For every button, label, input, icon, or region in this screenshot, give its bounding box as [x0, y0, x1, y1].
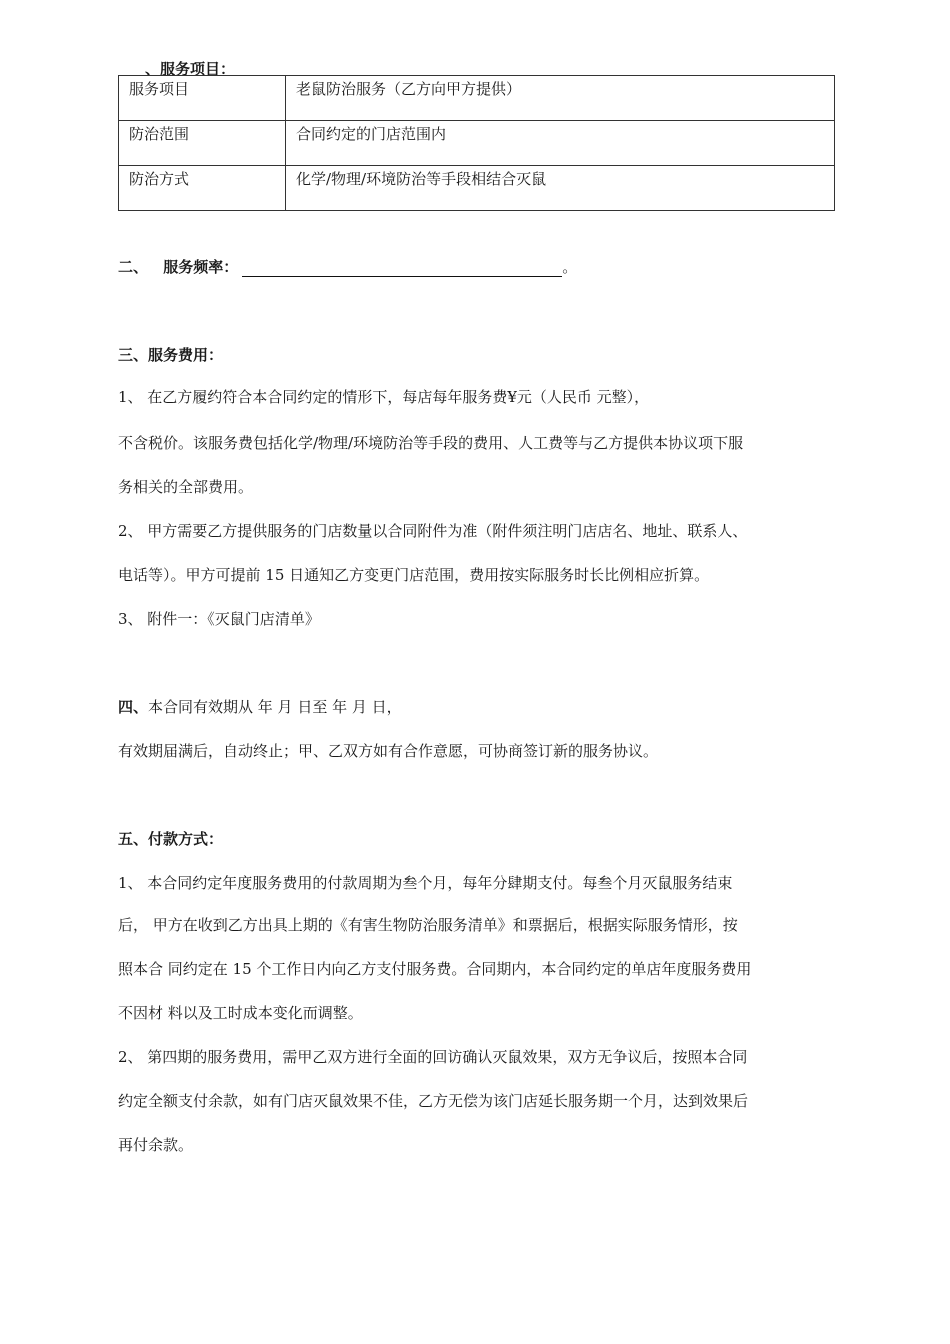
section4-title: 四、 [118, 698, 149, 716]
section4-line: 有效期届满后，自动终止；甲、乙双方如有合作意愿，可协商签订新的服务协议。 [118, 742, 659, 760]
section5-line: 1、 本合同约定年度服务费用的付款周期为叁个月，每年分肆期支付。每叁个月灭鼠服务结束 [118, 874, 733, 892]
section5-line: 再付余款。 [118, 1136, 194, 1154]
section1-title: 、服务项目： [145, 60, 236, 78]
section2-title: 服务频率： [163, 258, 239, 276]
frequency-blank [242, 260, 562, 277]
section4-heading [118, 696, 402, 717]
section5-line: 照本合 同约定在 15 个工作日内向乙方支付服务费。合同期内，本合同约定的单店年度服务费用 [118, 960, 752, 978]
table-row [119, 166, 835, 211]
section3-title: 三、服务费用： [118, 346, 224, 364]
section5-line: 不因材 料以及工时成本变化而调整。 [118, 1004, 363, 1022]
table-cell-key: 防治方式 [119, 166, 286, 211]
section2-number: 二、 [118, 258, 149, 276]
section3-line: 1、 在乙方履约符合本合同约定的情形下，每店每年服务费¥元（人民币 元整）， [118, 388, 650, 406]
section4-title-rest: 本合同有效期从 年 月 日至 年 月 日， [148, 698, 402, 716]
table-cell-key: 防治范围 [119, 121, 286, 166]
section3-line: 电话等）。甲方可提前 15 日通知乙方变更门店范围，费用按实际服务时长比例相应折算。 [118, 566, 710, 584]
table-row [119, 76, 835, 121]
section3-line: 3、 附件一：《灭鼠门店清单》 [118, 610, 320, 628]
table-cell-value: 老鼠防治服务（乙方向甲方提供） [286, 76, 835, 121]
section3-line: 2、 甲方需要乙方提供服务的门店数量以合同附件为准（附件须注明门店店名、地址、联系人、 [118, 522, 748, 540]
table-cell-value: 化学/物理/环境防治等手段相结合灭鼠 [286, 166, 835, 211]
section5-title: 五、付款方式： [118, 830, 224, 848]
table-cell-key: 服务项目 [119, 76, 286, 121]
table-cell-value: 合同约定的门店范围内 [286, 121, 835, 166]
section5-line: 2、 第四期的服务费用，需甲乙双方进行全面的回访确认灭鼠效果，双方无争议后，按照本合同 [118, 1048, 748, 1066]
section2-suffix: 。 [562, 258, 578, 276]
section3-line: 不含税价。该服务费包括化学/物理/环境防治等手段的费用、人工费等与乙方提供本协议项下服 [118, 434, 744, 452]
section2-heading [118, 256, 577, 277]
table-row [119, 121, 835, 166]
section3-line: 务相关的全部费用。 [118, 478, 254, 496]
section5-line: 约定全额支付余款，如有门店灭鼠效果不佳，乙方无偿为该门店延长服务期一个月，达到效果后 [118, 1092, 749, 1110]
service-table [118, 75, 835, 211]
section5-line: 后， 甲方在收到乙方出具上期的《有害生物防治服务清单》和票据后，根据实际服务情形，按 [118, 916, 738, 934]
